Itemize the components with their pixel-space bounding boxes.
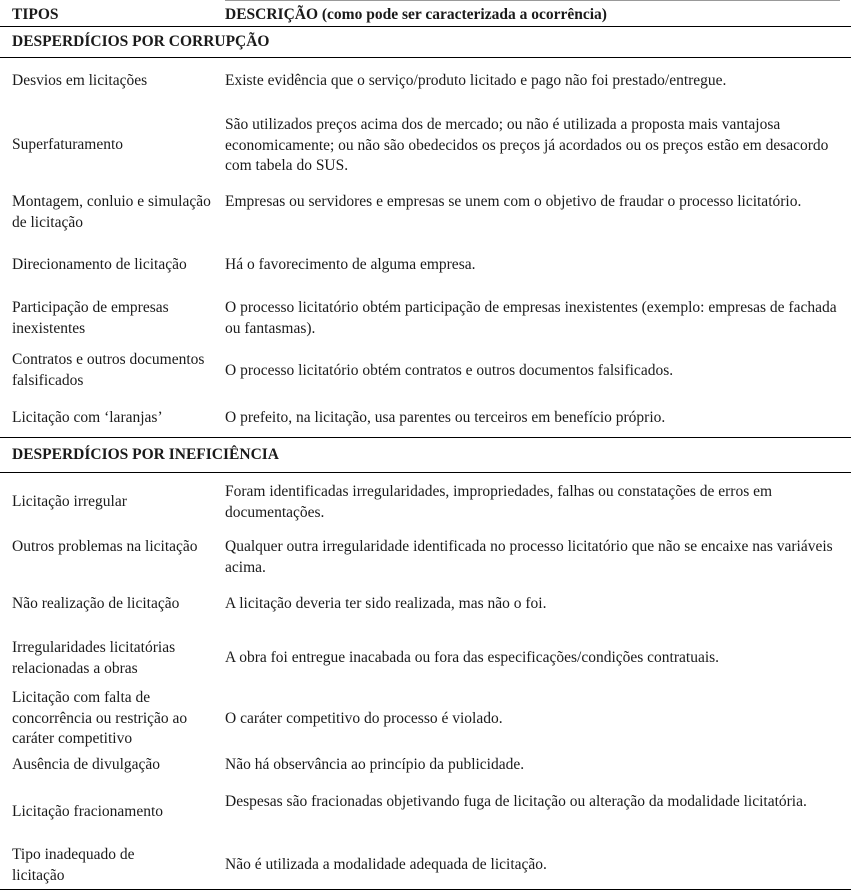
row-descricao: Foram identificadas irregularidades, impropriedades, falhas ou constatações de erros em documentações. <box>225 483 773 521</box>
section-rule-corrupcao <box>0 57 851 58</box>
section-title-corrupcao: DESPERDÍCIOS POR CORRUPÇÃO <box>12 33 270 50</box>
row-descricao: O caráter competitivo do processo é violado. <box>225 710 503 727</box>
row-tipo: Participação de empresas inexistentes <box>12 299 169 337</box>
row-tipo: Montagem, conluio e simulação de licitação <box>12 193 211 231</box>
row-descricao: A obra foi entregue inacabada ou fora das especificações/condições contratuais. <box>225 649 720 666</box>
column-header-descricao: DESCRIÇÃO (como pode ser caracterizada a ocorrência) <box>225 6 607 23</box>
row-tipo: Irregularidades licitatórias relacionadas a obras <box>12 639 176 677</box>
row-tipo: Licitação irregular <box>12 493 127 510</box>
row-tipo: Licitação fracionamento <box>12 803 164 820</box>
row-tipo: Desvios em licitações <box>12 72 148 89</box>
section-title-ineficiencia: DESPERDÍCIOS POR INEFICIÊNCIA <box>12 446 279 463</box>
header-rule <box>0 26 851 27</box>
row-tipo: Contratos e outros documentos falsificados <box>12 351 205 389</box>
row-tipo: Licitação com falta de concorrência ou restrição ao caráter competitivo <box>12 689 188 747</box>
row-tipo: Não realização de licitação <box>12 595 180 612</box>
row-descricao: O processo licitatório obtém participação de empresas inexistentes (exemplo: empresas de fachada ou fantasmas). <box>225 299 837 337</box>
row-tipo: Ausência de divulgação <box>12 756 161 773</box>
row-tipo: Licitação com ‘laranjas’ <box>12 409 163 426</box>
row-descricao: O prefeito, na licitação, usa parentes ou terceiros em benefício próprio. <box>225 409 666 426</box>
row-descricao: Há o favorecimento de alguma empresa. <box>225 256 476 273</box>
row-tipo: Tipo inadequado de licitação <box>12 846 135 884</box>
row-descricao: Empresas ou servidores e empresas se unem com o objetivo de fraudar o processo licitatório. <box>225 193 802 210</box>
row-descricao: Não é utilizada a modalidade adequada de licitação. <box>225 856 547 873</box>
top-rule <box>225 0 840 1</box>
row-tipo: Direcionamento de licitação <box>12 256 187 273</box>
row-descricao: Despesas são fracionadas objetivando fuga de licitação ou alteração da modalidade licitatória. <box>225 793 807 810</box>
section-rule-ineficiencia <box>0 472 851 473</box>
row-tipo: Superfaturamento <box>12 136 124 153</box>
row-descricao: Não há observância ao princípio da publicidade. <box>225 756 525 773</box>
row-descricao: São utilizados preços acima dos de mercado; ou não é utilizada a proposta mais vantajosa economicamente; ou não são obedecidos os preços já acordados ou os preços estão em desacordo com tabela do SUS. <box>225 116 829 174</box>
column-header-tipos: TIPOS <box>12 6 59 23</box>
row-tipo: Outros problemas na licitação <box>12 538 198 555</box>
row-descricao: O processo licitatório obtém contratos e outros documentos falsificados. <box>225 362 674 379</box>
section-divider <box>0 437 851 438</box>
row-descricao: A licitação deveria ter sido realizada, mas não o foi. <box>225 595 547 612</box>
row-descricao: Existe evidência que o serviço/produto licitado e pago não foi prestado/entregue. <box>225 72 727 89</box>
row-descricao: Qualquer outra irregularidade identificada no processo licitatório que não se encaixe nas variáveis acima. <box>225 538 833 576</box>
bottom-rule <box>0 889 851 890</box>
